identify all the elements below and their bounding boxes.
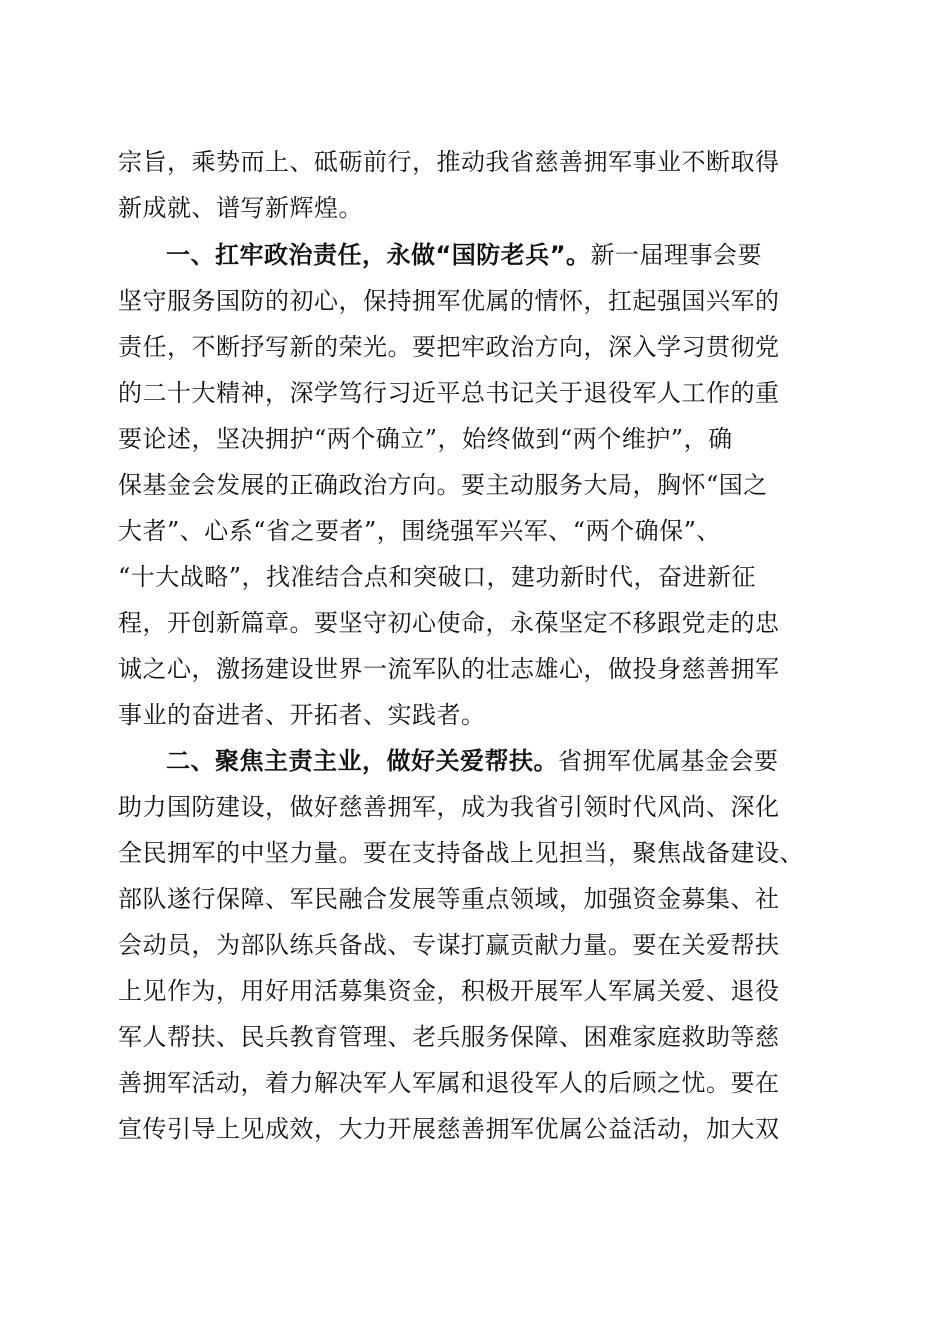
text-line: “十大战略”，找准结合点和突破口，建功新时代，奋进新征 — [118, 563, 757, 591]
text-line: 诚之心，激扬建设世界一流军队的壮志雄心，做投身慈善拥军 — [118, 655, 780, 683]
text-run: 省拥军优属基金会要 — [558, 747, 779, 775]
text-line: 助力国防建设，做好慈善拥军，成为我省引领时代风尚、深化 — [118, 793, 780, 821]
section-heading-line — [166, 235, 762, 275]
text-line: 宣传引导上见成效，大力开展慈善拥军优属公益活动，加大双 — [118, 1115, 780, 1143]
text-line: 部队遂行保障、军民融合发展等重点领域，加强资金募集、社 — [118, 885, 780, 913]
text-line: 责任，不断抒写新的荣光。要把牢政治方向，深入学习贯彻党 — [118, 333, 780, 361]
text-line: 宗旨，乘势而上、砥砺前行，推动我省慈善拥军事业不断取得 — [118, 148, 780, 176]
text-line: 要论述，坚决拥护“两个确立”，始终做到“两个维护”，确 — [118, 425, 733, 453]
section-heading-line — [166, 741, 779, 781]
text-line: 善拥军活动，着力解决军人军属和退役军人的后顾之忧。要在 — [118, 1069, 780, 1097]
section-heading: 二、聚焦主责主业，做好关爱帮扶。 — [166, 747, 558, 775]
text-line: 新成就、谱写新辉煌。 — [118, 194, 363, 222]
text-line: 全民拥军的中坚力量。要在支持备战上见担当，聚焦战备建设、 — [118, 839, 804, 867]
text-line: 大者”、心系“省之要者”，围绕强军兴军、“两个确保”、 — [118, 517, 721, 545]
text-line: 坚守服务国防的初心，保持拥军优属的情怀，扛起强国兴军的 — [118, 287, 780, 315]
text-line: 上见作为，用好用活募集资金，积极开展军人军属关爱、退役 — [118, 977, 780, 1005]
text-line: 的二十大精神，深学笃行习近平总书记关于退役军人工作的重 — [118, 379, 780, 407]
text-line: 会动员，为部队练兵备战、专谋打赢贡献力量。要在关爱帮扶 — [118, 931, 780, 959]
text-line: 程，开创新篇章。要坚守初心使命，永葆坚定不移跟党走的忠 — [118, 609, 780, 637]
text-line: 事业的奋进者、开拓者、实践者。 — [118, 701, 486, 729]
text-run: 新一届理事会要 — [590, 241, 763, 269]
text-line: 保基金会发展的正确政治方向。要主动服务大局，胸怀“国之 — [118, 471, 768, 499]
section-heading: 一、扛牢政治责任，永做“国防老兵”。 — [166, 241, 591, 269]
text-line: 军人帮扶、民兵教育管理、老兵服务保障、困难家庭救助等慈 — [118, 1023, 780, 1051]
